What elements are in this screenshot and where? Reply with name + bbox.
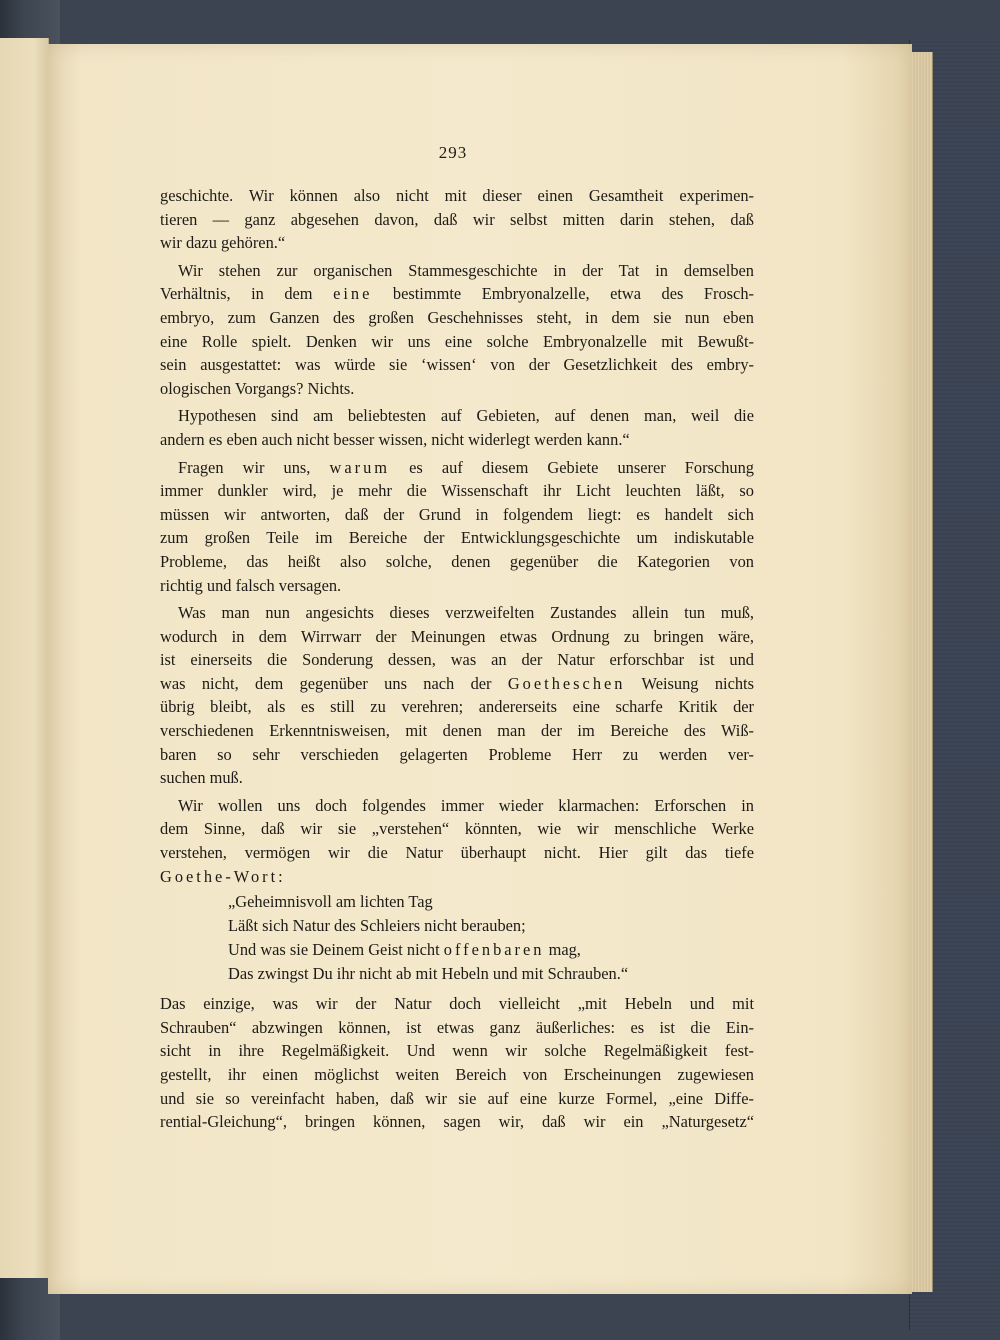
text-line: verschiedenen Erkenntnisweisen, mit denen man der im Bereiche des Wiß- [160,721,754,741]
emphasized-word: offenbaren [443,940,545,960]
text-line: Hypothesen sind am beliebtesten auf Gebieten, auf denen man, weil die [178,406,754,426]
page-number: 293 [438,143,468,162]
text-span: es auf diesem Gebiete unserer Forschung [409,457,754,477]
text-line [160,456,754,480]
text-line: tieren — ganz abgesehen davon, daß wir selbst mitten darin stehen, daß [160,209,754,229]
text-span: Fragen wir uns, [178,457,311,477]
text-line: Schrauben“ abzwingen können, ist etwas ganz äußerliches: es ist die Ein- [160,1017,754,1037]
text-line: und sie so vereinfacht haben, daß wir sie auf eine kurze Formel, „eine Diffe- [160,1088,754,1108]
text-line: rential-Gleichung“, bringen können, sagen wir, daß wir ein „Naturgesetz“ [160,1112,754,1132]
text-line: andern es eben auch nicht besser wissen, nicht widerlegt werden kann.“ [160,429,630,449]
quote-line [228,938,754,962]
text-line: zum großen Teile im Bereiche der Entwicklungsgeschichte um indiskutable [160,528,754,548]
page-text [160,184,754,1134]
text-line: wir dazu gehören.“ [160,233,286,253]
quote-line: „Geheimnisvoll am lichten Tag [228,892,433,912]
text-span: bestimmte Embryonalzelle, etwa des Frosch- [392,284,754,304]
text-span: was nicht, dem gegenüber uns nach der [160,673,492,693]
text-line: Was man nun angesichts dieses verzweifelten Zustandes allein tun muß, [178,603,754,623]
quote-line: Läßt sich Natur des Schleiers nicht berauben; [228,916,526,936]
text-line: suchen muß. [160,768,243,788]
text-line: immer dunkler wird, je mehr die Wissenschaft ihr Licht leuchten läßt, so [160,481,754,501]
quote-line: Das zwingst Du ihr nicht ab mit Hebeln und mit Schrauben.“ [228,964,629,984]
text-span: Weisung nichts [641,673,754,693]
text-line: dem Sinne, daß wir sie „verstehen“ könnten, wie wir menschliche Werke [160,819,754,839]
goethe-quote [228,890,754,986]
text-line: geschichte. Wir können also nicht mit dieser einen Gesamtheit experimen- [160,186,754,205]
text-line: ologischen Vorgangs? Nichts. [160,378,355,398]
emphasized-word: eine [333,284,373,304]
text-line [160,282,754,306]
emphasized-word: warum [329,457,391,477]
text-line: richtig und falsch versagen. [160,575,342,595]
text-line: ist einerseits die Sonderung dessen, was an der Natur erforschbar ist und [160,650,754,670]
text-line: Wir stehen zur organischen Stammesgeschichte in der Tat in demselben [178,260,754,280]
text-line [160,672,754,696]
text-line: baren so sehr verschieden gelagerten Probleme Herr zu werden ver- [160,744,754,764]
emphasized-word: Goetheschen [507,673,626,693]
text-line: gestellt, ihr einen möglichst weiten Bereich von Erscheinungen zugewiesen [160,1065,754,1084]
text-line: Das einzige, was wir der Natur doch vielleicht „mit Hebeln und mit [160,994,754,1014]
text-span: Und was sie Deinem Geist nicht [228,940,440,960]
text-line: müssen wir antworten, daß der Grund in folgendem liegt: es handelt sich [160,504,754,524]
text-line: Goethe-Wort: [160,866,286,886]
text-line: wodurch in dem Wirrwarr der Meinungen etwas Ordnung zu bringen wäre, [160,626,754,646]
text-line: sicht in ihre Regelmäßigkeit. Und wenn wir solche Regelmäßigkeit fest- [160,1041,754,1061]
text-line: embryo, zum Ganzen des großen Geschehnisses steht, in dem sie nun eben [160,307,754,327]
text-span: mag, [548,940,581,960]
text-line: sein ausgestattet: was würde sie ‘wissen‘ von der Gesetzlichkeit des embry- [160,355,754,375]
text-span: Verhältnis, in dem [160,284,313,304]
text-line: Wir wollen uns doch folgendes immer wieder klarmachen: Erforschen in [178,795,754,815]
page-block-edges [912,52,933,1292]
facing-page-edge [0,38,49,1278]
text-line: Probleme, das heißt also solche, denen gegenüber die Kategorien von [160,551,754,571]
text-line: eine Rolle spielt. Denken wir uns eine solche Embryonalzelle mit Bewußt- [160,331,754,351]
text-line: verstehen, vermögen wir die Natur überhaupt nicht. Hier gilt das tiefe [160,843,754,863]
text-line: übrig bleibt, als es still zu verehren; andererseits eine scharfe Kritik der [160,697,754,717]
